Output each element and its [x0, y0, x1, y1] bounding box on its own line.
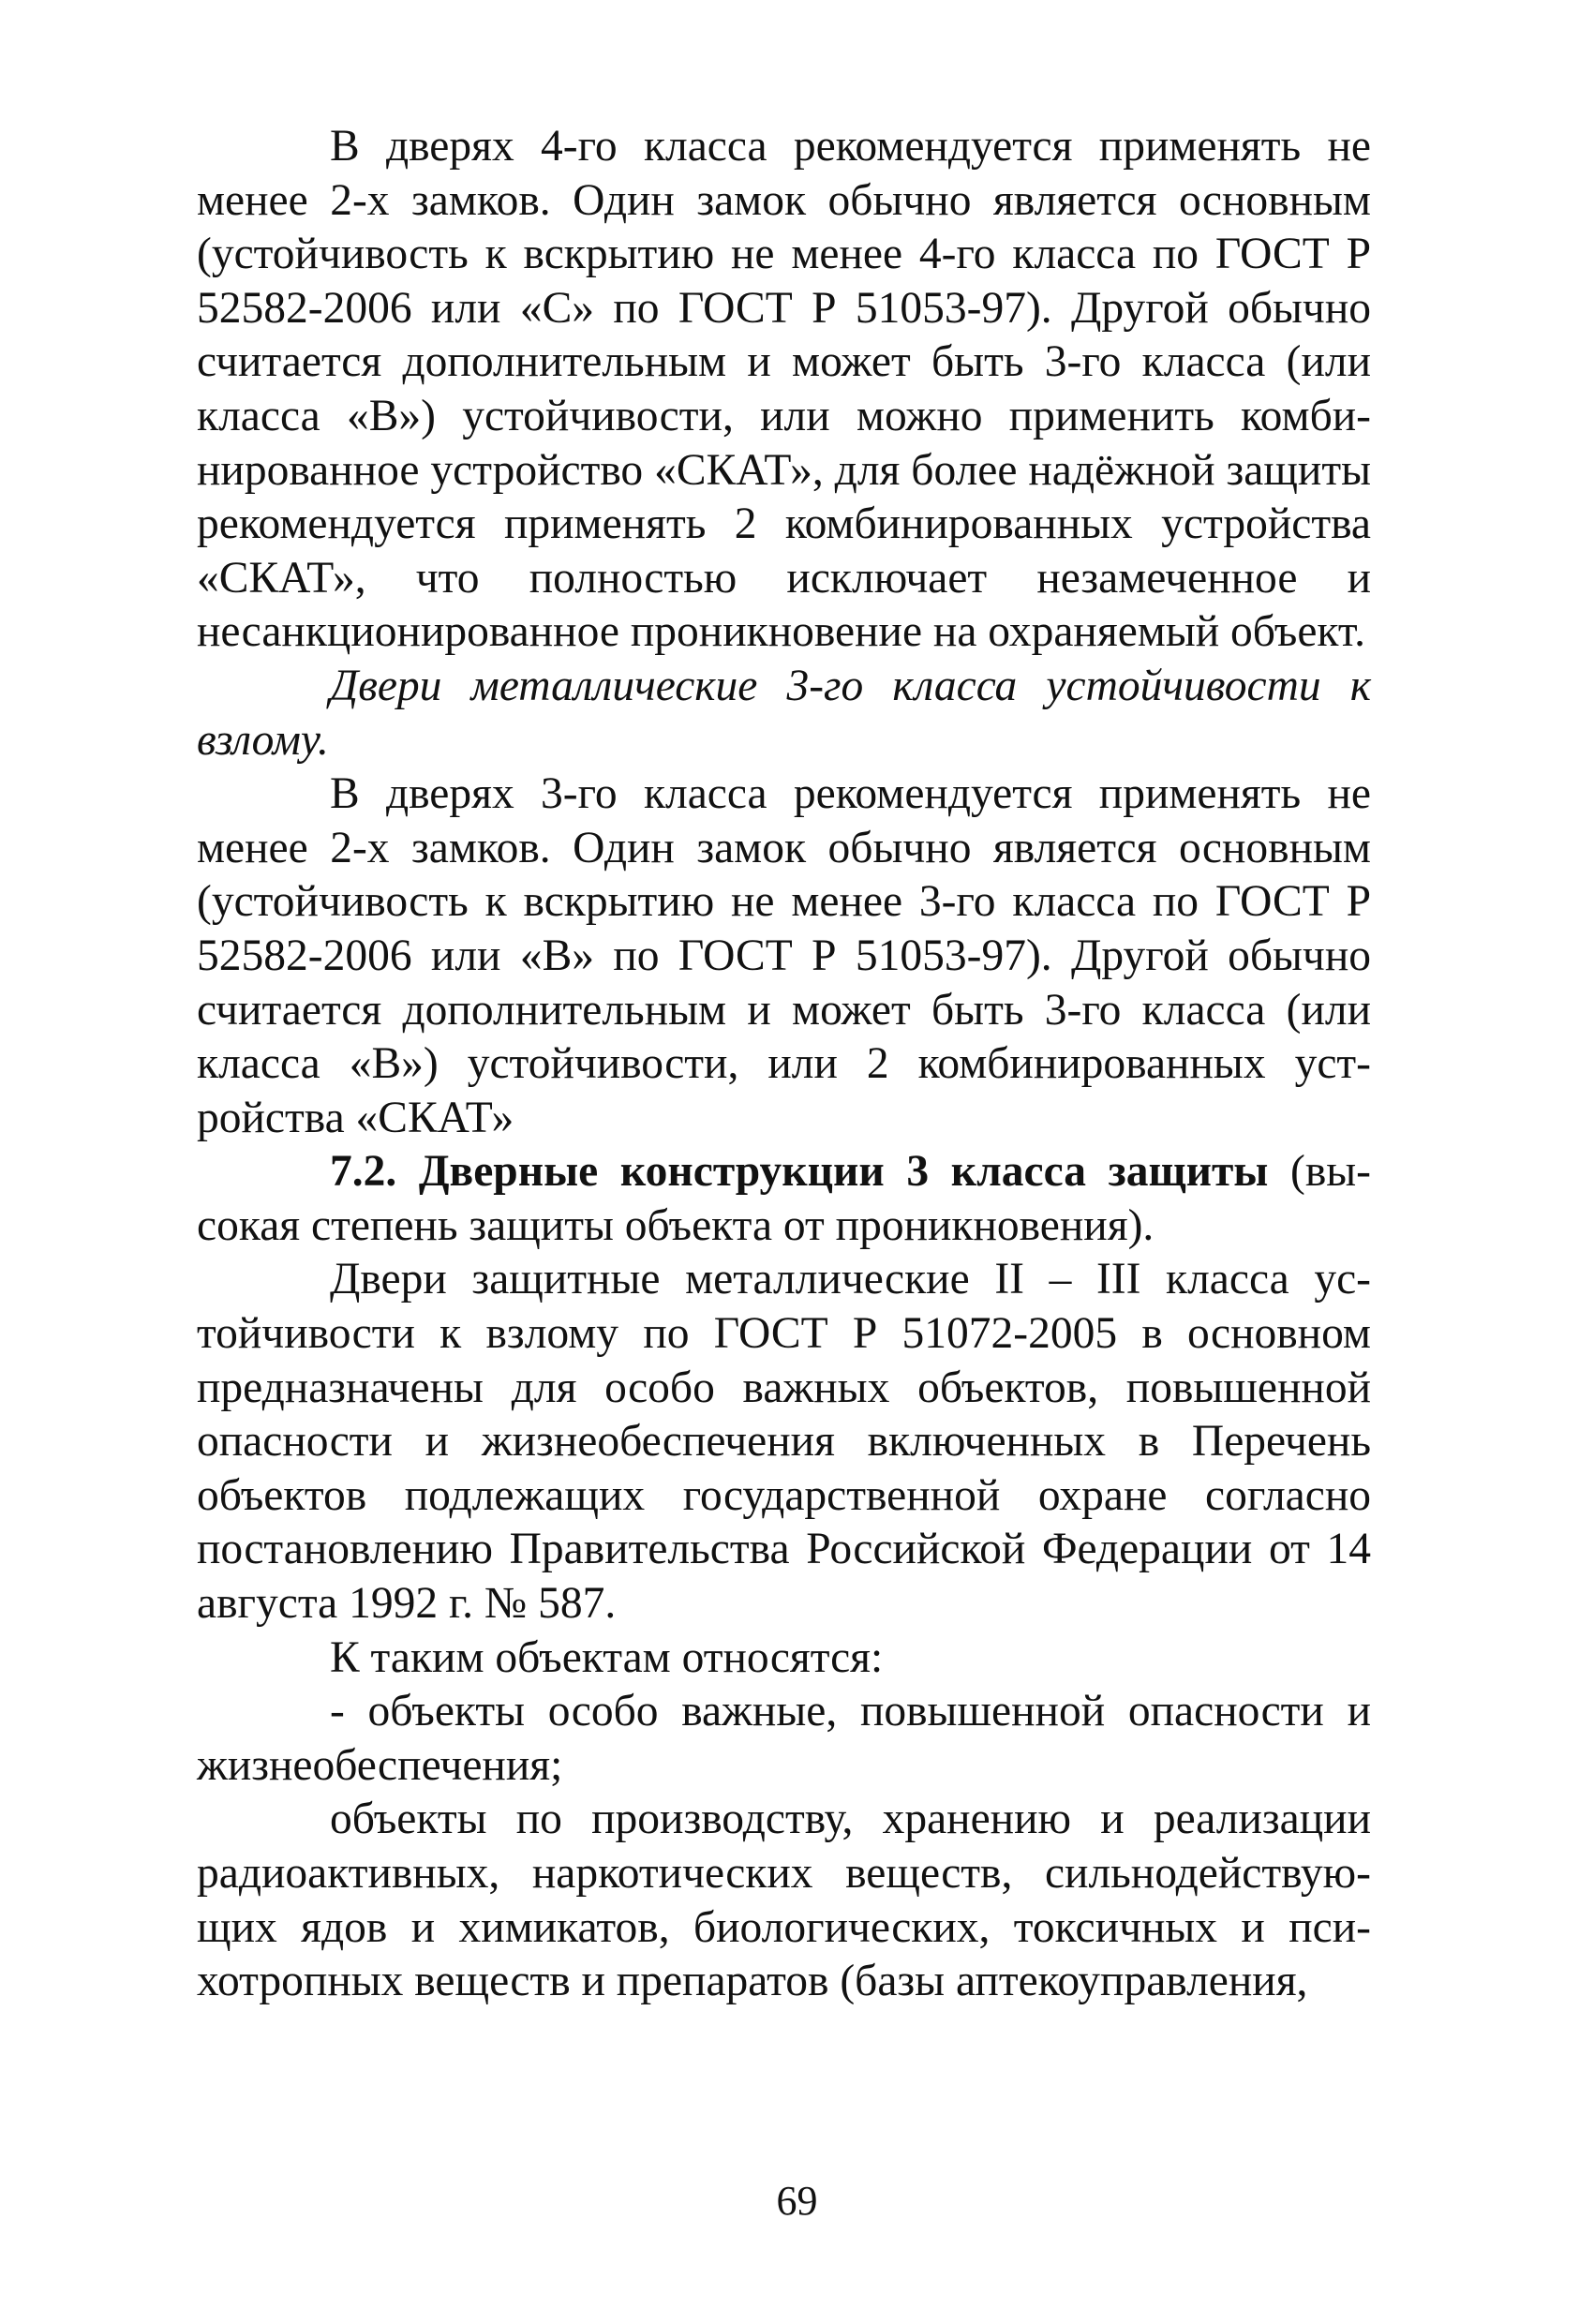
page-number: 69	[776, 2178, 818, 2224]
section-7-2-paragraph	[197, 1145, 1371, 1253]
list-item-production-objects: объекты по производству, хранению и реализации радиоактивных, наркотических веществ, сильнодействующих ядов и химикатов, биологических, токсичных и психотропных веществ и препаратов (базы аптекоуправления,	[197, 1795, 1371, 2006]
section-7-2-description: (высокая степень защиты объекта от проникновения).	[197, 1147, 1371, 1250]
subheading-class3-doors: Двери металлические 3-го класса устойчивости к взлому.	[197, 661, 1371, 765]
paragraph-protective-doors: Двери защитные металлические II – III класса устойчивости к взлому по ГОСТ Р 51072-2005 в основном предназначены для особо важных объектов, повышенной опасности и жизнеобеспечения включенных в Перечень объектов подлежащих государственной охране согласно постановлению Правительства Российской Федерации от 14 августа 1992 г. № 587.	[197, 1255, 1371, 1629]
page-body	[197, 120, 1371, 2009]
paragraph-class3-doors: В дверях 3-го класса рекомендуется применять не менее 2-х замков. Один замок обычно является основным (устойчивость к вскрытию не менее 3-го класса по ГОСТ Р 52582-2006 или «В» по ГОСТ Р 51053-97). Другой обычно считается дополнительным и может быть 3-го класса (или класса «В») устойчивости, или 2 комбинированных устройства «СКАТ»	[197, 769, 1371, 1142]
paragraph-objects-intro: К таким объектам относятся:	[330, 1632, 884, 1682]
section-7-2-heading: 7.2. Дверные конструкции 3 класса защиты	[330, 1147, 1269, 1197]
paragraph-class4-doors: В дверях 4-го класса рекомендуется применять не менее 2-х замков. Один замок обычно является основным (устойчивость к вскрытию не менее 4-го класса по ГОСТ Р 52582-2006 или «С» по ГОСТ Р 51053-97). Другой обычно считается дополнительным и может быть 3-го класса (или класса «В») устойчивости, или можно применить комбинированное устройство «СКАТ», для более надёжной защиты рекомендуется применять 2 комбинированных устройства «СКАТ», что полностью исключает незамеченное и несанкционированное проникновение на охраняемый объект.	[197, 122, 1371, 657]
list-item-important-objects: - объекты особо важные, повышенной опасности и жизнеобеспечения;	[197, 1687, 1371, 1790]
